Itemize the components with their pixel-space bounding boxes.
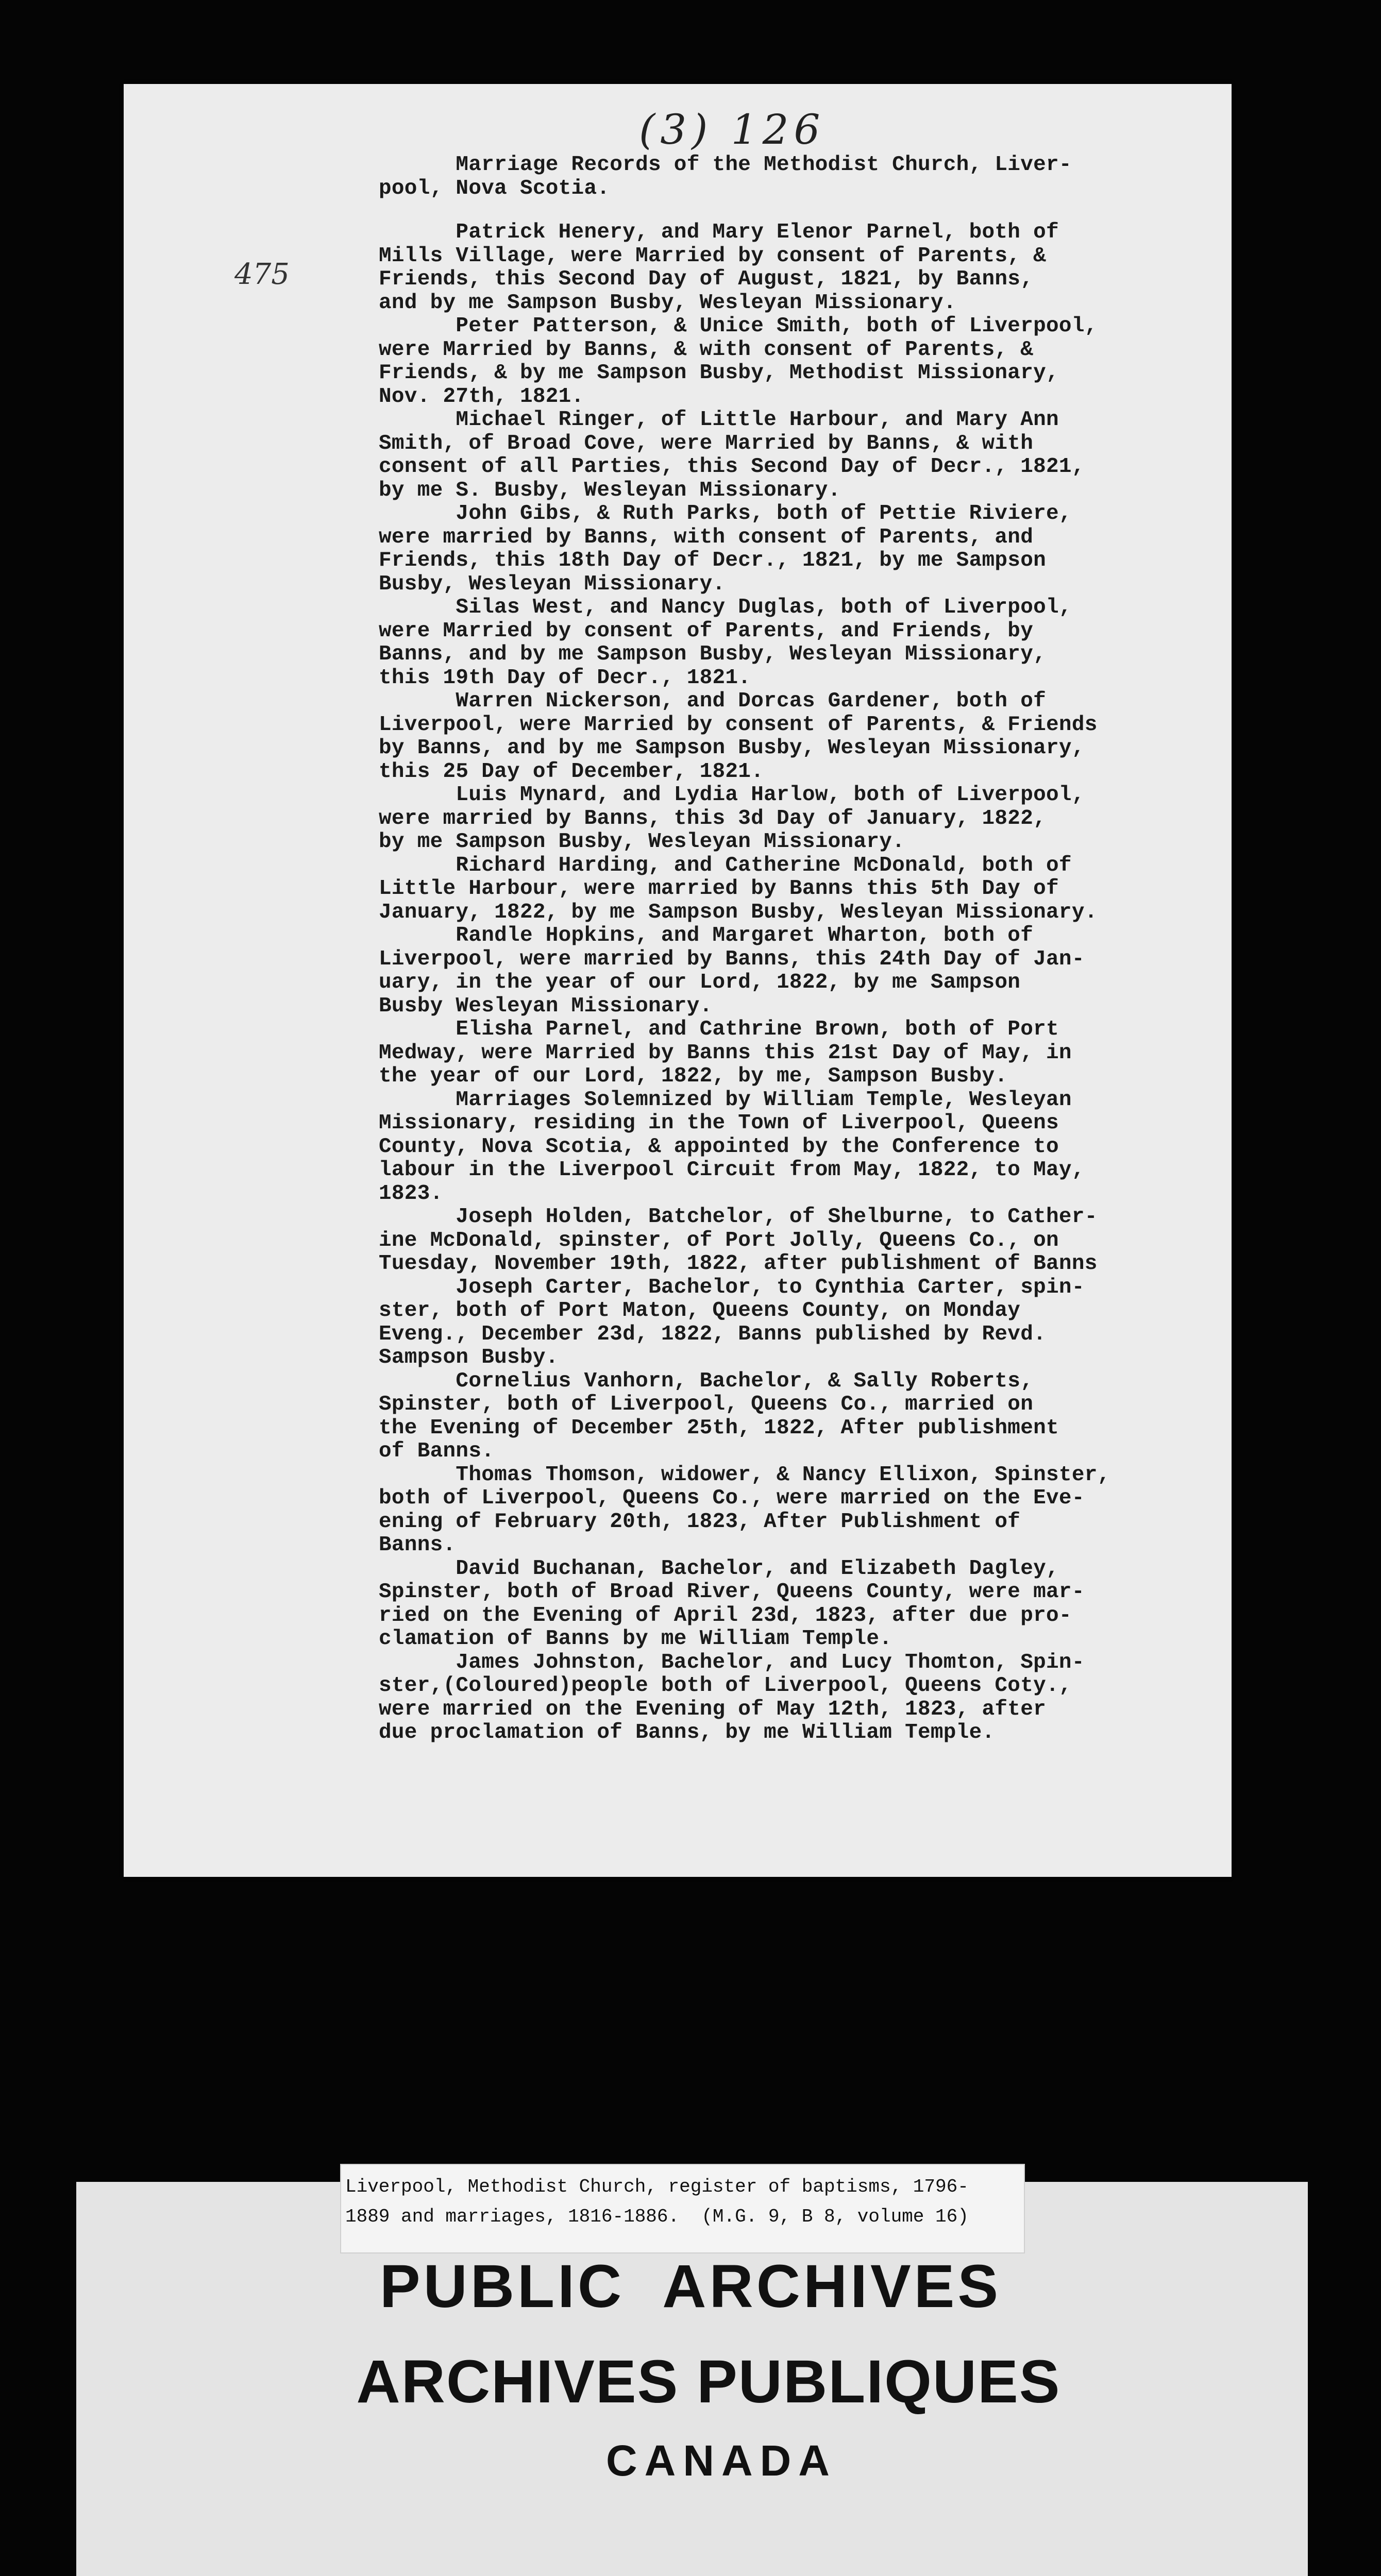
text-line: Busby, Wesleyan Missionary. — [379, 572, 726, 596]
text-line: Spinster, both of Broad River, Queens County, were mar- — [379, 1580, 1085, 1604]
margin-note: 475 — [234, 258, 290, 291]
text-line: ine McDonald, spinster, of Port Jolly, Queens Co., on — [379, 1228, 1059, 1252]
text-line: Spinster, both of Liverpool, Queens Co., married on — [379, 1393, 1034, 1416]
archives-title-en: PUBLIC ARCHIVES — [379, 2252, 1002, 2320]
text-line: Nov. 27th, 1821. — [379, 384, 584, 409]
archive-label-line-2: 1889 and marriages, 1816-1886. (M.G. 9, B 8, volume 16) — [345, 2206, 969, 2227]
text-line: Mills Village, were Married by consent of Parents, & — [379, 244, 1047, 268]
text-line: Marriage Records of the Methodist Church, Liver- — [379, 153, 1072, 177]
text-line: the Evening of December 25th, 1822, After publishment — [379, 1416, 1059, 1440]
text-line: this 25 Day of December, 1821. — [379, 759, 764, 784]
text-line: both of Liverpool, Queens Co., were married on the Eve- — [379, 1486, 1085, 1510]
text-line: Michael Ringer, of Little Harbour, and Mary Ann — [379, 408, 1059, 432]
marriage-records-text — [379, 154, 1152, 1745]
text-line: the year of our Lord, 1822, by me, Sampson Busby. — [379, 1064, 1008, 1088]
text-line: Warren Nickerson, and Dorcas Gardener, both of — [379, 689, 1047, 713]
text-line: Richard Harding, and Catherine McDonald, both of — [379, 853, 1072, 877]
paragraph-gap — [379, 200, 1152, 221]
page-number: (3) 126 — [639, 106, 826, 154]
text-line: Joseph Carter, Bachelor, to Cynthia Carter, spin- — [379, 1275, 1085, 1299]
text-line: Joseph Holden, Batchelor, of Shelburne, to Cather- — [379, 1205, 1098, 1229]
text-line: ster, both of Port Maton, Queens County, on Monday — [379, 1299, 1021, 1323]
text-line: Friends, & by me Sampson Busby, Methodist Missionary, — [379, 361, 1059, 385]
text-line: were married by Banns, this 3d Day of January, 1822, — [379, 806, 1047, 831]
text-line: and by me Sampson Busby, Wesleyan Missionary. — [379, 291, 956, 315]
text-line: labour in the Liverpool Circuit from May, 1822, to May, — [379, 1158, 1085, 1182]
text-line: of Banns. — [379, 1439, 495, 1463]
text-line: by Banns, and by me Sampson Busby, Wesleyan Missionary, — [379, 736, 1085, 760]
text-line: were married by Banns, with consent of Parents, and — [379, 525, 1034, 549]
text-line: David Buchanan, Bachelor, and Elizabeth Dagley, — [379, 1556, 1059, 1581]
text-line: Little Harbour, were married by Banns this 5th Day of — [379, 877, 1059, 901]
text-line: clamation of Banns by me William Temple. — [379, 1627, 892, 1651]
archives-title-fr: ARCHIVES PUBLIQUES — [356, 2348, 1061, 2416]
text-line: Banns, and by me Sampson Busby, Wesleyan Missionary, — [379, 642, 1047, 666]
text-line: ening of February 20th, 1823, After Publishment of — [379, 1510, 1021, 1534]
text-line: Sampson Busby. — [379, 1346, 559, 1369]
text-line: Randle Hopkins, and Margaret Wharton, both of — [379, 924, 1034, 947]
text-line: Thomas Thomson, widower, & Nancy Ellixon, Spinster, — [379, 1463, 1110, 1487]
text-line: Banns. — [379, 1533, 456, 1557]
text-line: Liverpool, were Married by consent of Parents, & Friends — [379, 713, 1098, 737]
text-line: Friends, this Second Day of August, 1821, by Banns, — [379, 267, 1034, 291]
archive-label-strip — [340, 2164, 1025, 2253]
text-line: due proclamation of Banns, by me William Temple. — [379, 1721, 995, 1744]
text-line: were married on the Evening of May 12th, 1823, after — [379, 1697, 1047, 1721]
text-line: Friends, this 18th Day of Decr., 1821, by me Sampson — [379, 549, 1047, 572]
text-line: Cornelius Vanhorn, Bachelor, & Sally Roberts, — [379, 1369, 1034, 1393]
text-line: were Married by Banns, & with consent of Parents, & — [379, 337, 1034, 362]
text-line: Luis Mynard, and Lydia Harlow, both of Liverpool, — [379, 783, 1085, 807]
text-line: Peter Patterson, & Unice Smith, both of Liverpool, — [379, 314, 1098, 338]
text-line: by me S. Busby, Wesleyan Missionary. — [379, 478, 841, 502]
text-line: consent of all Parties, this Second Day of Decr., 1821, — [379, 455, 1085, 479]
text-line: Tuesday, November 19th, 1822, after publishment of Banns — [379, 1252, 1098, 1276]
archive-label-line-1: Liverpool, Methodist Church, register of baptisms, 1796- — [345, 2176, 969, 2197]
text-line: Missionary, residing in the Town of Liverpool, Queens — [379, 1111, 1059, 1135]
text-line: County, Nova Scotia, & appointed by the Conference to — [379, 1134, 1059, 1159]
text-line: John Gibs, & Ruth Parks, both of Pettie Riviere, — [379, 502, 1072, 526]
text-line: Eveng., December 23d, 1822, Banns published by Revd. — [379, 1322, 1047, 1346]
archives-country: CANADA — [606, 2436, 837, 2485]
text-line: Marriages Solemnized by William Temple, Wesleyan — [379, 1088, 1072, 1112]
text-line: uary, in the year of our Lord, 1822, by me Sampson — [379, 971, 1021, 994]
text-line: ster,(Coloured)people both of Liverpool, Queens Coty., — [379, 1674, 1072, 1698]
text-line: pool, Nova Scotia. — [379, 176, 610, 200]
text-line: Silas West, and Nancy Duglas, both of Liverpool, — [379, 596, 1072, 619]
text-line: Medway, were Married by Banns this 21st Day of May, in — [379, 1041, 1072, 1065]
text-line: January, 1822, by me Sampson Busby, Wesleyan Missionary. — [379, 900, 1098, 924]
text-line: by me Sampson Busby, Wesleyan Missionary. — [379, 830, 905, 854]
text-line: James Johnston, Bachelor, and Lucy Thomton, Spin- — [379, 1650, 1085, 1674]
text-line: were Married by consent of Parents, and Friends, by — [379, 619, 1034, 643]
text-line: Elisha Parnel, and Cathrine Brown, both of Port — [379, 1018, 1059, 1041]
text-line: Patrick Henery, and Mary Elenor Parnel, both of — [379, 221, 1059, 244]
text-line: Liverpool, were married by Banns, this 24th Day of Jan- — [379, 947, 1085, 971]
text-line: Busby Wesleyan Missionary. — [379, 994, 713, 1018]
text-line: 1823. — [379, 1181, 443, 1206]
text-line: ried on the Evening of April 23d, 1823, after due pro- — [379, 1603, 1072, 1628]
text-line: Smith, of Broad Cove, were Married by Banns, & with — [379, 431, 1034, 455]
text-line: this 19th Day of Decr., 1821. — [379, 666, 751, 690]
